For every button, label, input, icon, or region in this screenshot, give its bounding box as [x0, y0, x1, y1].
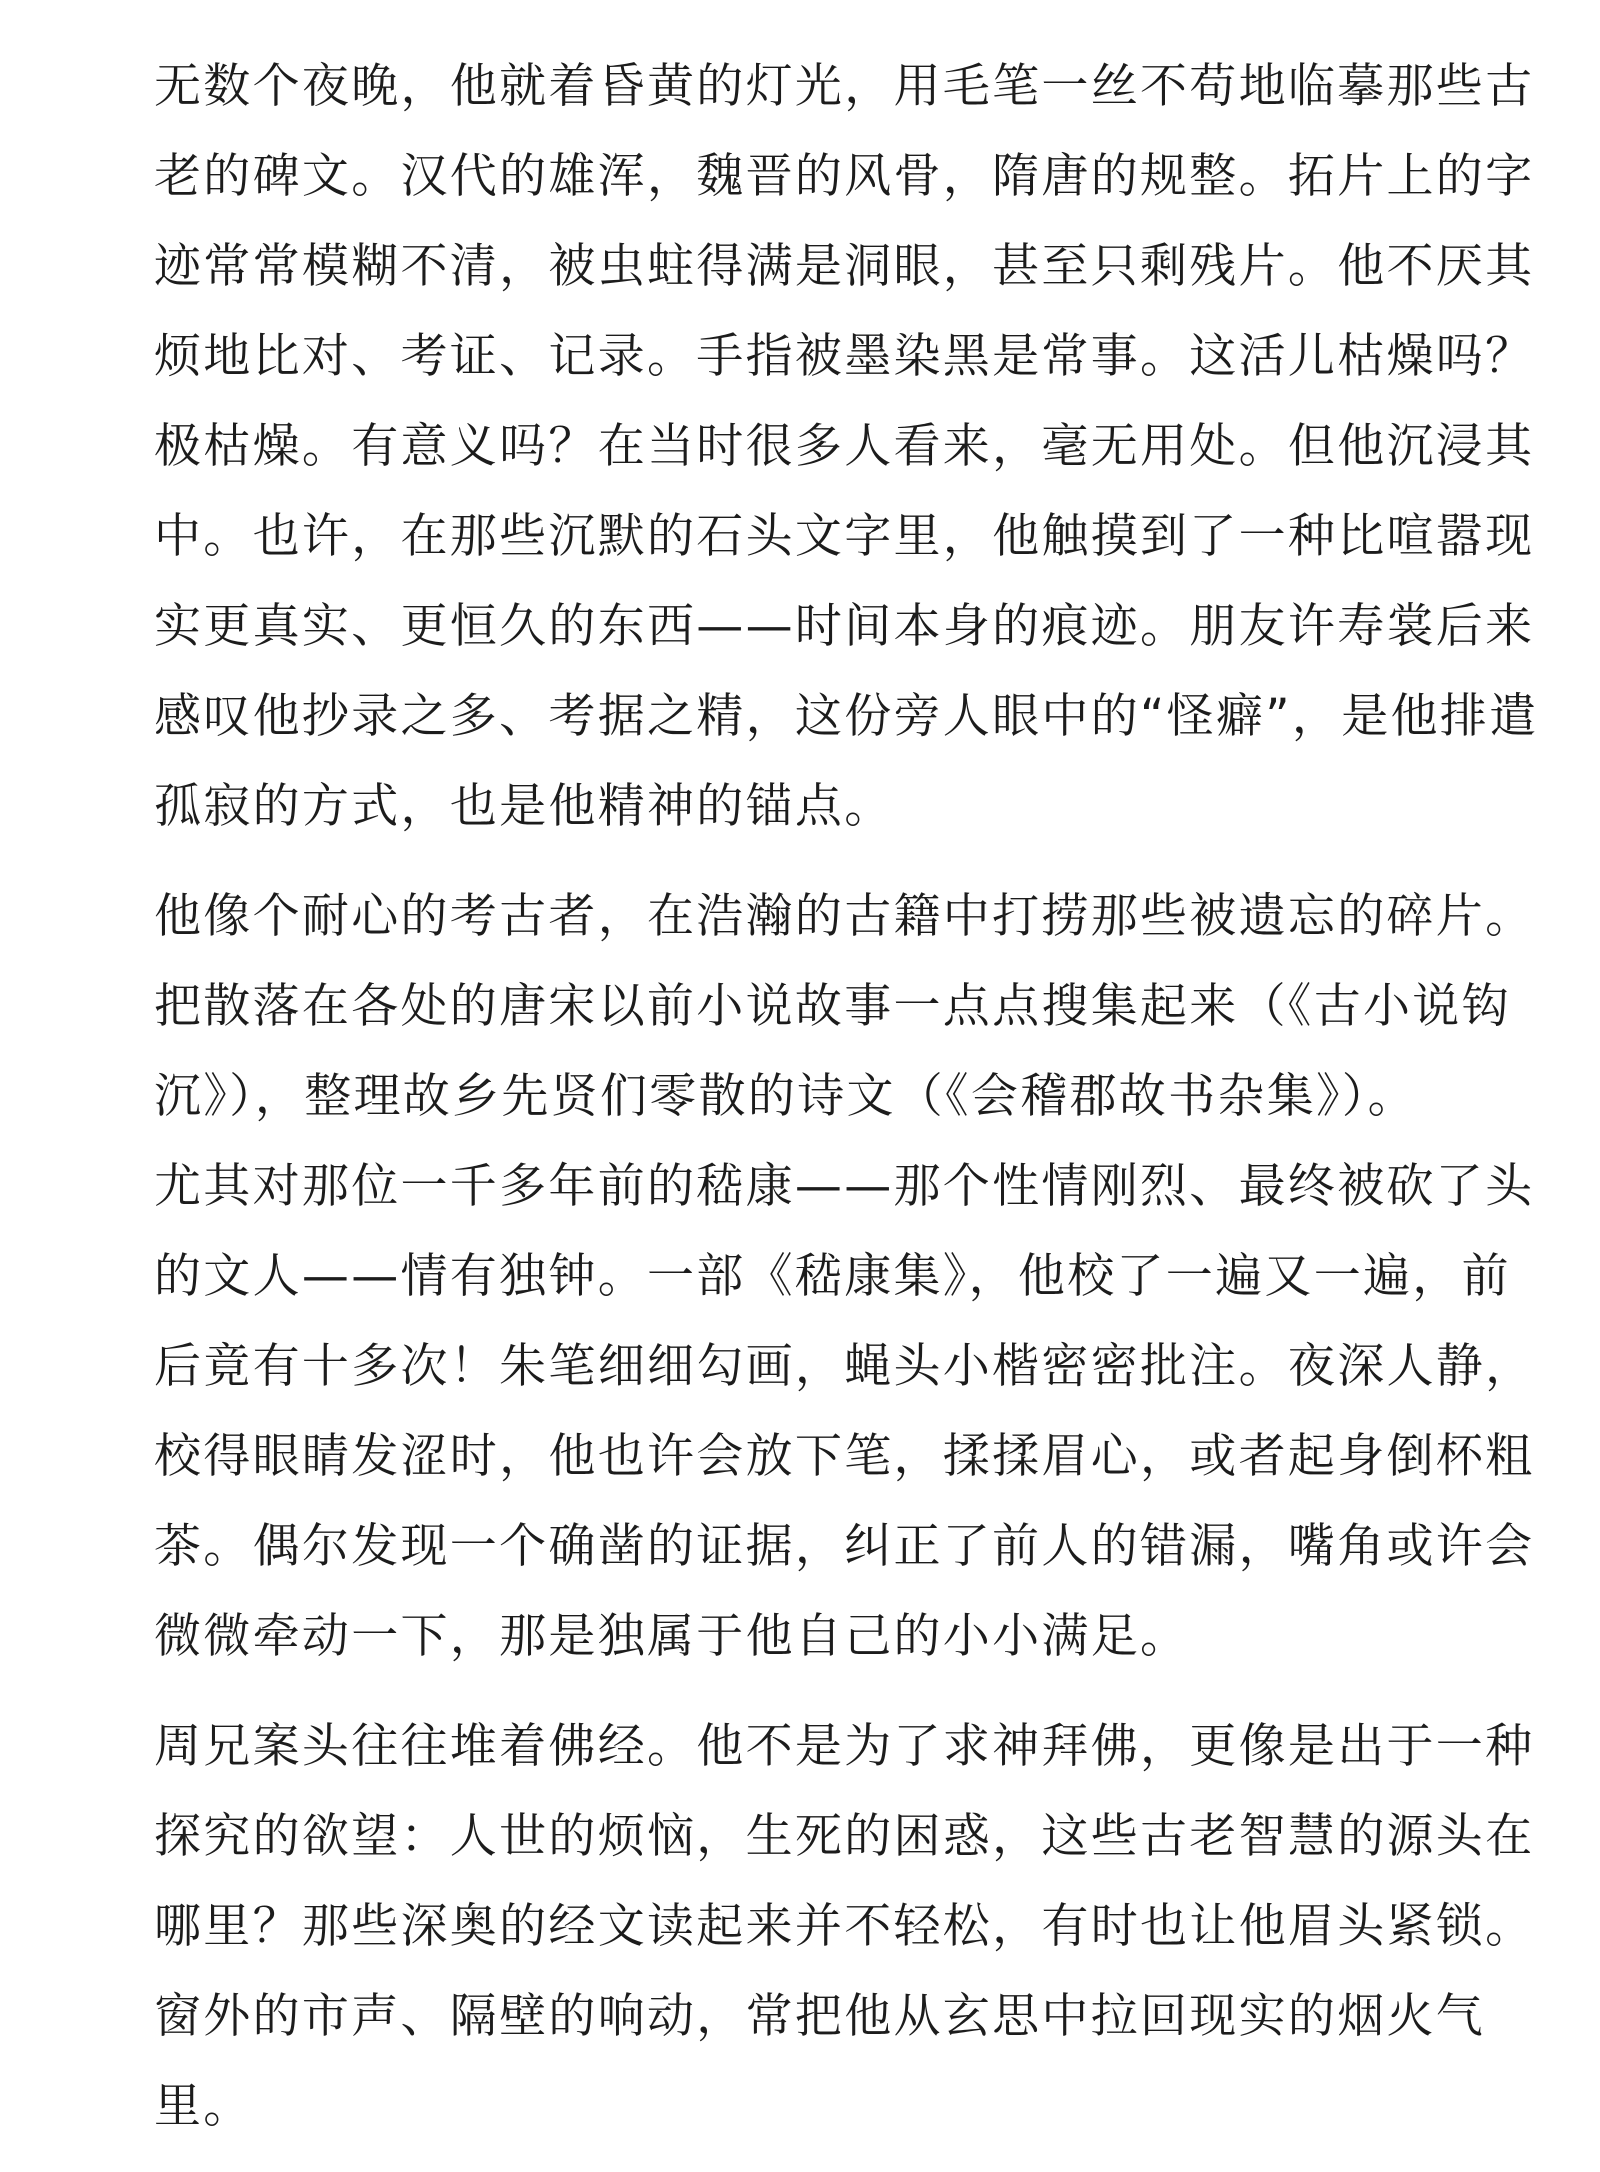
text-line: 周兄案头往往堆着佛经。他不是为了求神拜佛，更像是出于一种: [154, 1719, 1535, 1774]
text-line: 极枯燥。有意义吗？在当时很多人看来，毫无用处。但他沉浸其: [154, 419, 1535, 474]
text-line: 校得眼睛发涩时，他也许会放下笔，揉揉眉心，或者起身倒杯粗: [154, 1429, 1535, 1484]
text-line: 孤寂的方式，也是他精神的锚点。: [154, 779, 894, 834]
text-line: 尤其对那位一千多年前的嵇康——那个性情刚烈、最终被砍了头: [154, 1159, 1535, 1214]
text-line: 的文人——情有独钟。一部《嵇康集》，他校了一遍又一遍，前: [154, 1249, 1511, 1304]
text-line: 后竟有十多次！朱笔细细勾画，蝇头小楷密密批注。夜深人静，: [154, 1339, 1535, 1394]
paragraph-2: [154, 872, 1535, 1682]
text-line: 沉》），整理故乡先贤们零散的诗文（《会稽郡故书杂集》）。: [154, 1069, 1417, 1124]
text-line: 烦地比对、考证、记录。手指被墨染黑是常事。这活儿枯燥吗？: [154, 329, 1535, 384]
article-body: [154, 42, 1539, 2172]
text-line: 实更真实、更恒久的东西——时间本身的痕迹。朋友许寿裳后来: [154, 599, 1535, 654]
paragraph-1: [154, 42, 1539, 852]
text-line: 茶。偶尔发现一个确凿的证据，纠正了前人的错漏，嘴角或许会: [154, 1519, 1535, 1574]
text-line: 迹常常模糊不清，被虫蛀得满是洞眼，甚至只剩残片。他不厌其: [154, 239, 1535, 294]
text-line: 哪里？那些深奥的经文读起来并不轻松，有时也让他眉头紧锁。: [154, 1899, 1535, 1954]
paragraph-3: [154, 1702, 1535, 2152]
text-line: 中。也许，在那些沉默的石头文字里，他触摸到了一种比喧嚣现: [154, 509, 1535, 564]
text-line: 他像个耐心的考古者，在浩瀚的古籍中打捞那些被遗忘的碎片。: [154, 889, 1535, 944]
text-line: 感叹他抄录之多、考据之精，这份旁人眼中的“怪癖”，是他排遣: [154, 689, 1539, 744]
text-line: 窗外的市声、隔壁的响动，常把他从玄思中拉回现实的烟火气: [154, 1989, 1486, 2044]
text-line: 无数个夜晚，他就着昏黄的灯光，用毛笔一丝不苟地临摹那些古: [154, 59, 1535, 114]
text-line: 探究的欲望：人世的烦恼，生死的困惑，这些古老智慧的源头在: [154, 1809, 1535, 1864]
text-line: 微微牵动一下，那是独属于他自己的小小满足。: [154, 1609, 1190, 1664]
text-line: 把散落在各处的唐宋以前小说故事一点点搜集起来（《古小说钩: [154, 979, 1511, 1034]
text-line: 里。: [154, 2079, 253, 2134]
text-line: 老的碑文。汉代的雄浑，魏晋的风骨，隋唐的规整。拓片上的字: [154, 149, 1535, 204]
